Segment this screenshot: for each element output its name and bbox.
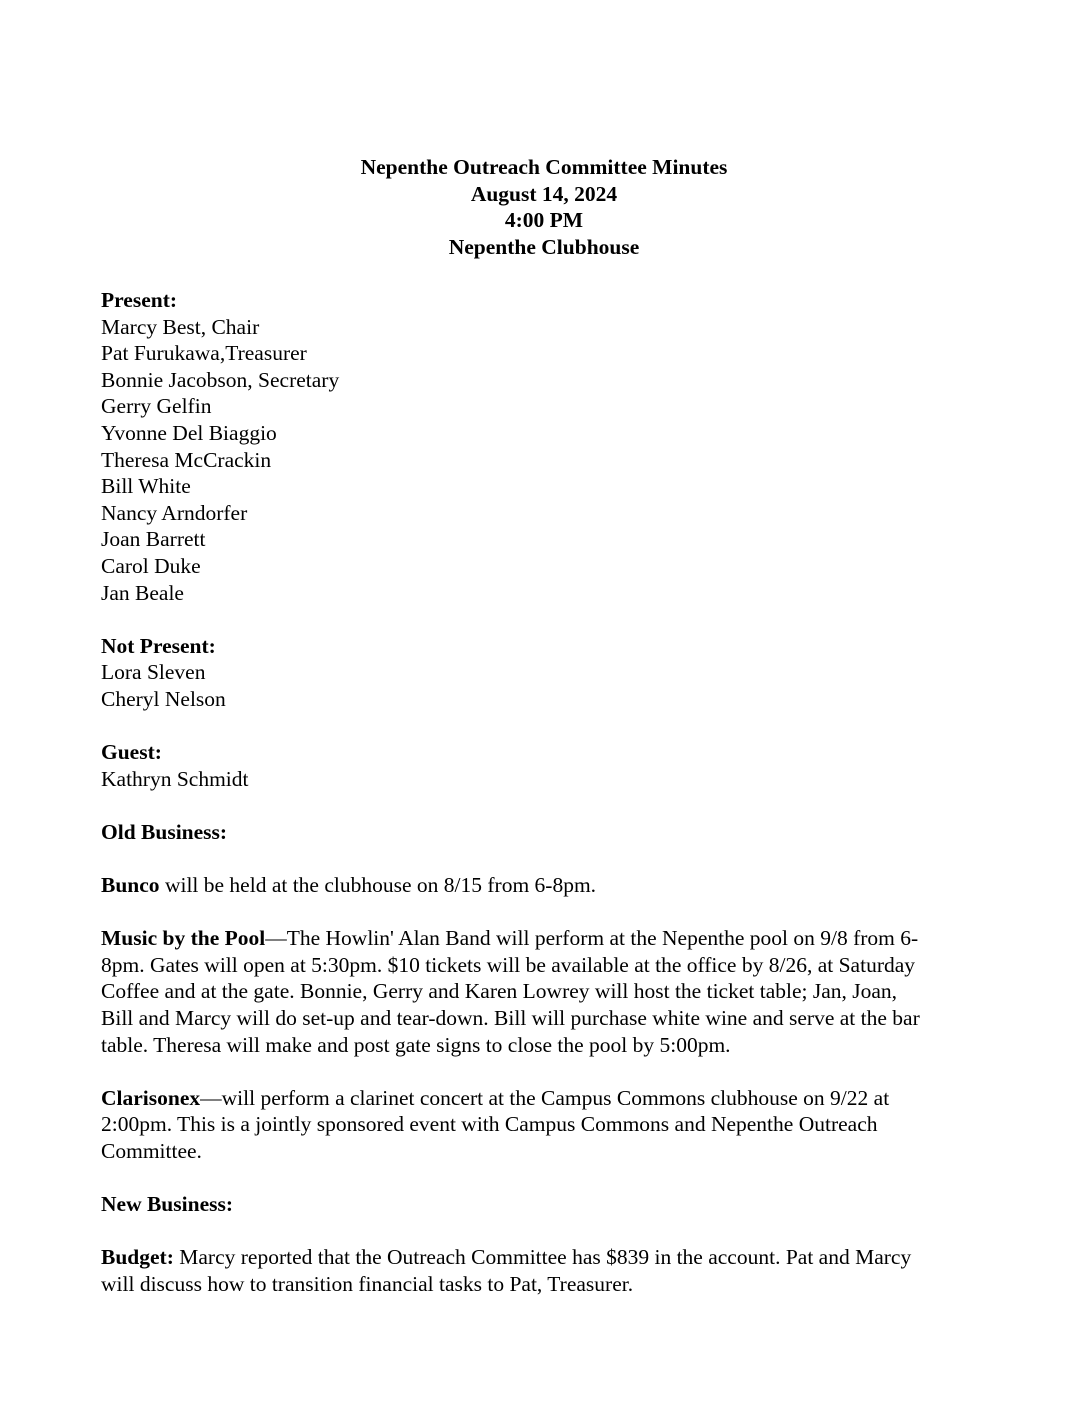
item-text: table. Theresa will make and post gate signs to close the pool by 5:00pm. (101, 1032, 731, 1057)
item-text: Coffee and at the gate. Bonnie, Gerry and Karen Lowrey will host the ticket table; Jan, Joan, (101, 979, 898, 1004)
guest-heading: Guest: (101, 740, 162, 765)
spacer (101, 899, 981, 926)
spacer (101, 1165, 981, 1192)
meeting-location: Nepenthe Clubhouse (448, 234, 640, 259)
spacer (101, 713, 981, 740)
minutes-header (0, 154, 1088, 260)
item-lead: Clarisonex (101, 1085, 201, 1110)
item-lead: Music by the Pool (101, 926, 266, 951)
item-text: —will perform a clarinet concert at the Campus Commons clubhouse on 9/22 at (200, 1085, 890, 1110)
item-text: Marcy reported that the Outreach Committee has $839 in the account. Pat and Marcy (173, 1245, 912, 1270)
attendee: Marcy Best, Chair (101, 314, 260, 339)
spacer (101, 1218, 981, 1245)
item-lead: Budget: (101, 1245, 174, 1270)
item-text: will discuss how to transition financial tasks to Pat, Treasurer. (101, 1271, 634, 1296)
spacer (101, 1058, 981, 1085)
budget-item (101, 1244, 981, 1297)
item-lead: Bunco (101, 873, 160, 898)
document-title: Nepenthe Outreach Committee Minutes (360, 155, 728, 179)
present-heading: Present: (101, 288, 178, 312)
guest-section (101, 739, 981, 792)
absentee: Lora Sleven (101, 660, 206, 685)
item-text: —The Howlin' Alan Band will perform at the Nepenthe pool on 9/8 from 6- (265, 926, 919, 951)
attendee: Gerry Gelfin (101, 394, 212, 419)
spacer (101, 792, 981, 819)
guest-name: Kathryn Schmidt (101, 766, 249, 791)
attendee: Jan Beale (101, 580, 184, 605)
not-present-section (101, 633, 981, 713)
attendee: Theresa McCrackin (101, 447, 272, 472)
attendee: Bonnie Jacobson, Secretary (101, 367, 340, 392)
attendee: Joan Barrett (101, 527, 206, 552)
attendee: Nancy Arndorfer (101, 500, 248, 525)
item-text: 8pm. Gates will open at 5:30pm. $10 tickets will be available at the office by 8/26, at Saturday (101, 952, 916, 977)
attendee: Carol Duke (101, 553, 201, 578)
attendee: Bill White (101, 474, 191, 499)
old-business-heading: Old Business: (101, 819, 228, 844)
item-text: Committee. (101, 1139, 202, 1163)
present-section (101, 287, 981, 606)
bunco-item (101, 872, 981, 899)
spacer (101, 845, 981, 872)
clarisonex-item (101, 1085, 981, 1165)
old-business-section (101, 819, 981, 1165)
item-text: will be held at the clubhouse on 8/15 from 6-8pm. (159, 873, 597, 898)
item-text: 2:00pm. This is a jointly sponsored event with Campus Commons and Nepenthe Outreach (101, 1112, 878, 1137)
not-present-heading: Not Present: (101, 633, 216, 658)
minutes-body (101, 287, 981, 1298)
item-text: Bill and Marcy will do set-up and tear-down. Bill will purchase white wine and serve at the bar (101, 1006, 920, 1031)
music-by-the-pool-item (101, 925, 981, 1058)
spacer (101, 606, 981, 633)
meeting-date: August 14, 2024 (470, 181, 618, 206)
attendee: Yvonne Del Biaggio (101, 420, 277, 445)
absentee: Cheryl Nelson (101, 686, 226, 711)
attendee: Pat Furukawa,Treasurer (101, 341, 307, 366)
new-business-heading: New Business: (101, 1192, 234, 1217)
new-business-section (101, 1191, 981, 1297)
meeting-time: 4:00 PM (504, 208, 584, 233)
